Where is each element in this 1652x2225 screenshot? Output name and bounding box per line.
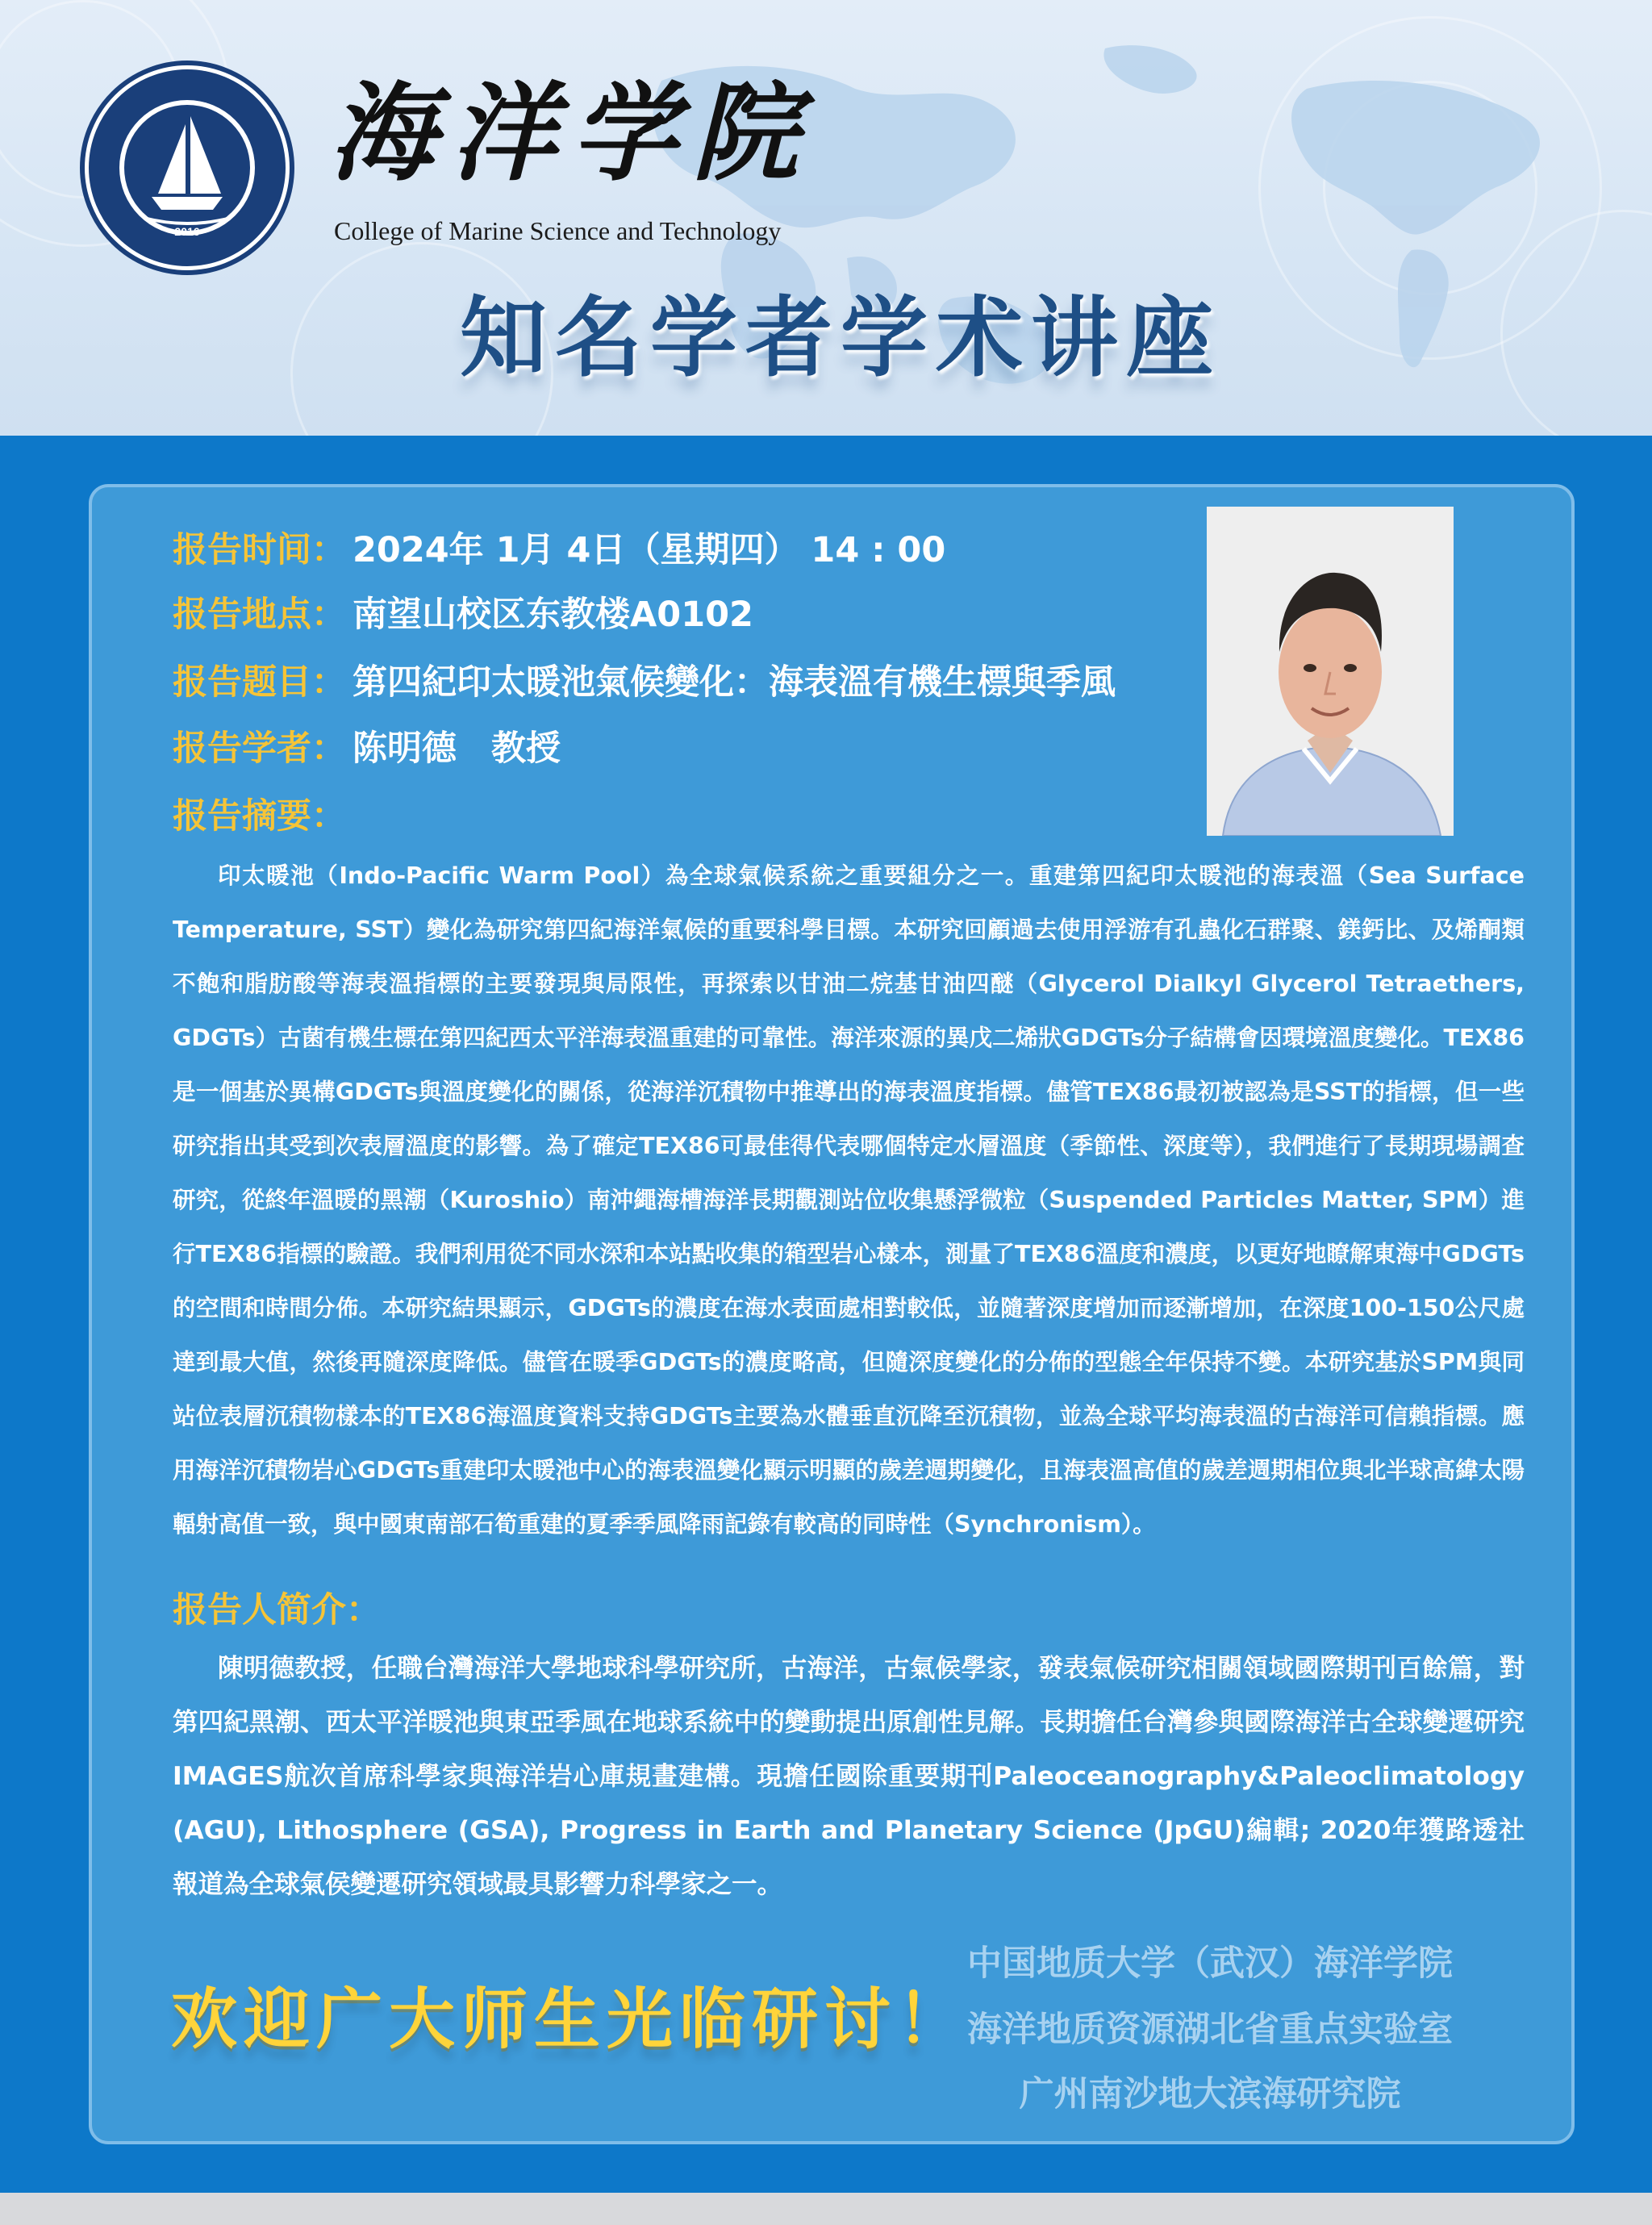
logo-year: 2016 [174,225,200,238]
college-name-english: College of Marine Science and Technology [334,216,782,245]
time-value: 2024年 1月 4日（星期四） 14 : 00 [353,530,946,570]
welcome-message: 欢迎广大师生光临研讨！ [171,1981,970,2058]
place-row [173,587,753,637]
topic-row [173,655,1116,704]
abstract-text: 印太暖池（Indo-Pacific Warm Pool）為全球氣候系統之重要組分之一。重建第四紀印太暖池的海表溫（Sea Surface Temperature, SST）變化為研究第四紀海洋氣候的重要科學目標。本研究回顧過去使用浮游有孔蟲化石群聚、鎂鈣比、及烯酮類不飽和脂肪酸等海表溫指標的主要發現與局限性，再探索以甘油二烷基甘油四醚（Glycerol Dialkyl Glycerol Tetraethers, GDGTs）古菌有機生標在第四紀西太平洋海表溫重建的可靠性。海洋來源的異戊二烯狀GDGTs分子結構會因環境溫度變化。TEX86是一個基於異構GDGTs與溫度變化的關係，從海洋沉積物中推導出的海表溫度指標。儘管TEX86最初被認為是SST的指標，但一些研究指出其受到次表層溫度的影響。為了確定TEX86可最佳得代表哪個特定水層溫度（季節性、深度等），我們進行了長期現場調查研究，從終年溫暖的黑潮（Kuroshio）南沖繩海槽海洋長期觀測站位收集懸浮微粒（Suspended Particles Matter, SPM）進行TEX86指標的驗證。我們利用從不同水深和本站點收集的箱型岩心樣本，測量了TEX86溫度和濃度，以更好地瞭解東海中GDGTs的空間和時間分佈。本研究結果顯示，GDGTs的濃度在海水表面處相對較低，並隨著深度增加而逐漸增加，在深度100-150公尺處達到最大值，然後再隨深度降低。儘管在暖季GDGTs的濃度略高，但隨深度變化的分佈的型態全年保持不變。本研究基於SPM與同站位表層沉積物樣本的TEX86海溫度資料支持GDGTs主要為水體垂直沉降至沉積物，並為全球平均海表溫的古海洋可信賴指標。應用海洋沉積物岩心GDGTs重建印太暖池中心的海表溫變化顯示明顯的歲差週期變化，且海表溫高值的歲差週期相位與北半球高緯太陽輻射高值一致，與中國東南部石筍重建的夏季季風降雨記錄有較高的同時性（Synchronism）。 [173,862,1525,1538]
time-label: 报告时间： [173,530,346,570]
abstract-label-row [173,789,346,838]
speaker-row [173,721,561,770]
place-label: 报告地点： [173,595,346,635]
abstract-label: 报告摘要： [173,796,346,837]
bio-text: 陳明德教授，任職台灣海洋大學地球科學研究所，古海洋，古氣候學家，發表氣候研究相關領域國際期刊百餘篇，對第四紀黑潮、西太平洋暖池與東亞季風在地球系統中的變動提出原創性見解。長期擔任台灣參與國際海洋古全球變遷研究IMAGES航次首席科學家與海洋岩心庫規畫建構。現擔任國除重要期刊Paleoceanography&Paleoclimatology (AGU), Lithosphere (GSA), Progress in Earth and Planetary Science (JpGU)編輯; 2020年獲路透社報道為全球氣侯變遷研究領域最具影響力科學家之一。 [173,1654,1525,1899]
place-value: 南望山校区东教楼A0102 [353,595,753,635]
institution-3: 广州南沙地大滨海研究院 [1019,2074,1401,2114]
bio-label-row [173,1583,381,1632]
lecture-series-title: 知名学者学术讲座 [460,287,1222,389]
institution-2: 海洋地质资源湖北省重点实验室 [967,2010,1453,2050]
header-banner [0,0,1652,436]
footer-bar [0,2193,1652,2225]
college-logo [79,60,295,276]
college-name-calligraphy: 海洋学院 [329,71,813,196]
topic-label: 报告题目： [173,662,346,703]
time-row [173,523,945,572]
speaker-value: 陈明德 教授 [353,728,561,769]
bio-label: 报告人简介： [173,1590,381,1630]
topic-value: 第四紀印太暖池氣候變化：海表溫有機生標與季風 [353,662,1116,703]
speaker-label: 报告学者： [173,728,346,769]
institution-1: 中国地质大学（武汉）海洋学院 [967,1943,1453,1984]
speaker-photo [1207,507,1454,836]
